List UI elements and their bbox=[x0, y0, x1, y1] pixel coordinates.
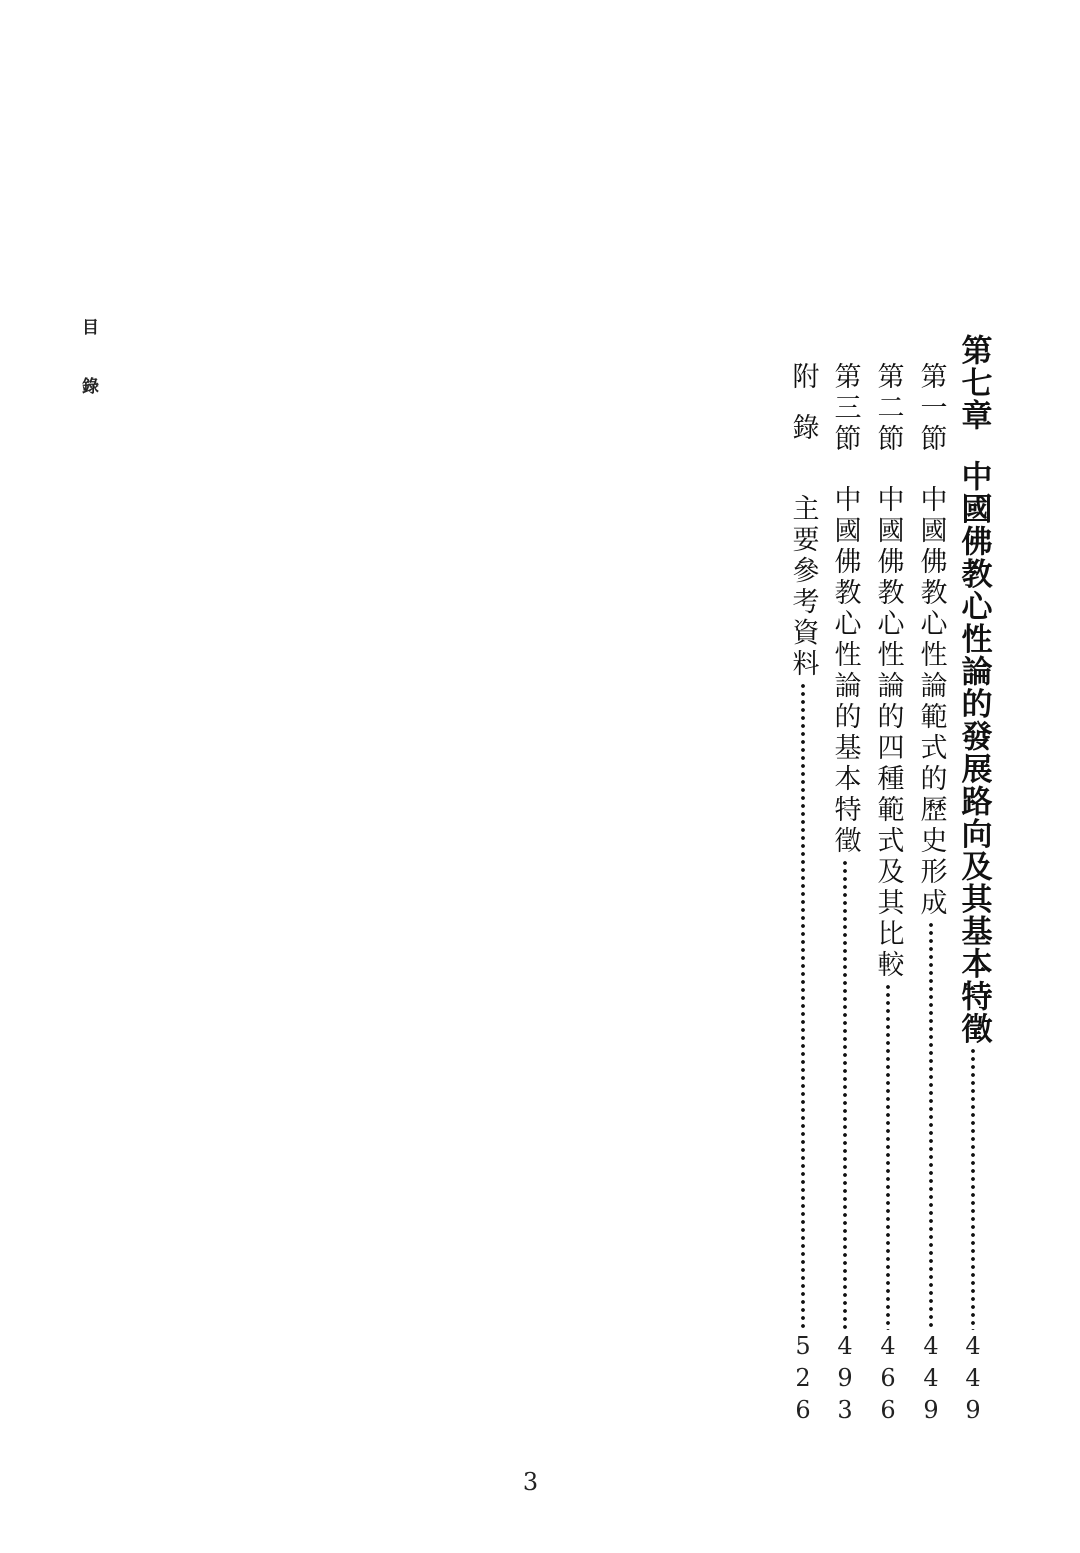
section-page-number: 466 bbox=[874, 1332, 902, 1428]
chapter-label: 第七章 bbox=[955, 334, 992, 432]
section-title: 中國佛教心性論的基本特徵 bbox=[829, 485, 861, 857]
section-label: 第二節 bbox=[872, 362, 904, 455]
dot-leader bbox=[801, 682, 805, 1330]
appendix-label: 附錄 bbox=[787, 362, 819, 464]
section-page-number: 449 bbox=[917, 1332, 945, 1428]
dot-leader bbox=[929, 921, 933, 1330]
dot-leader bbox=[843, 859, 847, 1330]
chapter-title: 中國佛教心性論的發展路向及其基本特徵 bbox=[955, 459, 992, 1045]
dot-leader bbox=[886, 983, 890, 1330]
section-label: 第三節 bbox=[829, 362, 861, 455]
section-title: 中國佛教心性論範式的歷史形成 bbox=[915, 485, 947, 919]
toc-entry-section-3[interactable] bbox=[822, 334, 868, 1428]
chapter-page-number: 449 bbox=[959, 1332, 987, 1428]
section-title: 中國佛教心性論的四種範式及其比較 bbox=[872, 485, 904, 981]
toc-entry-appendix[interactable] bbox=[780, 334, 826, 1428]
toc-entry-section-2[interactable] bbox=[865, 334, 911, 1428]
toc-entry-section-1[interactable] bbox=[908, 334, 954, 1428]
section-label: 第一節 bbox=[915, 362, 947, 455]
appendix-title: 主要參考資料 bbox=[787, 494, 819, 680]
toc-entry-chapter-7[interactable] bbox=[948, 334, 998, 1428]
appendix-page-number: 526 bbox=[789, 1332, 817, 1428]
running-header: 目錄 bbox=[78, 318, 98, 436]
page-number: 3 bbox=[522, 1468, 539, 1496]
section-page-number: 493 bbox=[831, 1332, 859, 1428]
dot-leader bbox=[971, 1047, 975, 1331]
